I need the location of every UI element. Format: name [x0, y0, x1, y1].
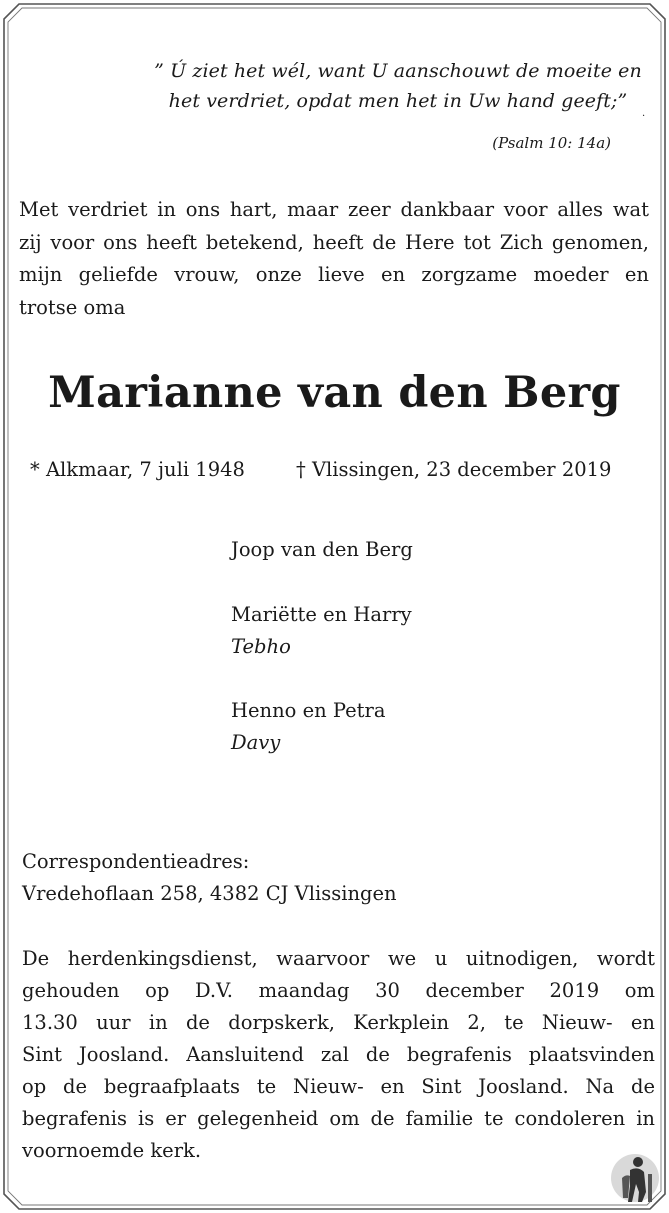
service-line: Sint Joosland. Aansluitend zal de begrafenis plaatsvinden: [22, 1043, 655, 1066]
correspondence-label: Correspondentieadres:: [22, 850, 250, 873]
correspondence-block: [22, 846, 397, 910]
quote-dot: .: [642, 108, 646, 119]
service-line: De herdenkingsdienst, waarvoor we u uitnodigen, wordt: [22, 947, 655, 970]
death-date: † Vlissingen, 23 december 2019: [296, 458, 612, 481]
spouse-name: Joop van den Berg: [231, 538, 413, 561]
intro-line: mijn geliefde vrouw, onze lieve en zorgzame moeder en: [19, 263, 649, 286]
memorial-logo-icon: [608, 1148, 664, 1206]
correspondence-address: Vredehoflaan 258, 4382 CJ Vlissingen: [22, 882, 397, 905]
service-text: [22, 943, 655, 1167]
service-line: gehouden op D.V. maandag 30 december 2019 om: [22, 979, 655, 1002]
intro-line: zij voor ons heeft betekend, heeft de Here tot Zich genomen,: [19, 230, 649, 254]
child-names: Henno en Petra: [231, 699, 386, 722]
intro-line: Met verdriet in ons hart, maar zeer dankbaar voor alles wat: [19, 198, 649, 221]
quote-reference: (Psalm 10: 14a): [492, 134, 611, 152]
service-line: voornoemde kerk.: [22, 1139, 202, 1162]
service-line: begrafenis is er gelegenheid om de familie te condoleren in: [22, 1107, 655, 1130]
quote-line-1: ” Ú ziet het wél, want U aanschouwt de moeite en: [154, 60, 642, 82]
bible-quote: [148, 56, 648, 116]
intro-line: trotse oma: [19, 295, 126, 319]
service-line: op de begraafplaats te Nieuw- en Sint Joosland. Na de: [22, 1075, 655, 1098]
child-names: Mariëtte en Harry: [231, 603, 412, 626]
deceased-name: Marianne van den Berg: [48, 368, 621, 418]
birth-date: * Alkmaar, 7 juli 1948: [30, 458, 245, 481]
grandchild-name: Davy: [231, 731, 281, 754]
intro-text: [19, 194, 649, 324]
quote-line-2: het verdriet, opdat men het in Uw hand geeft;”: [168, 90, 628, 112]
service-line: 13.30 uur in de dorpskerk, Kerkplein 2, te Nieuw- en: [22, 1011, 655, 1034]
grandchild-name: Tebho: [231, 635, 291, 658]
